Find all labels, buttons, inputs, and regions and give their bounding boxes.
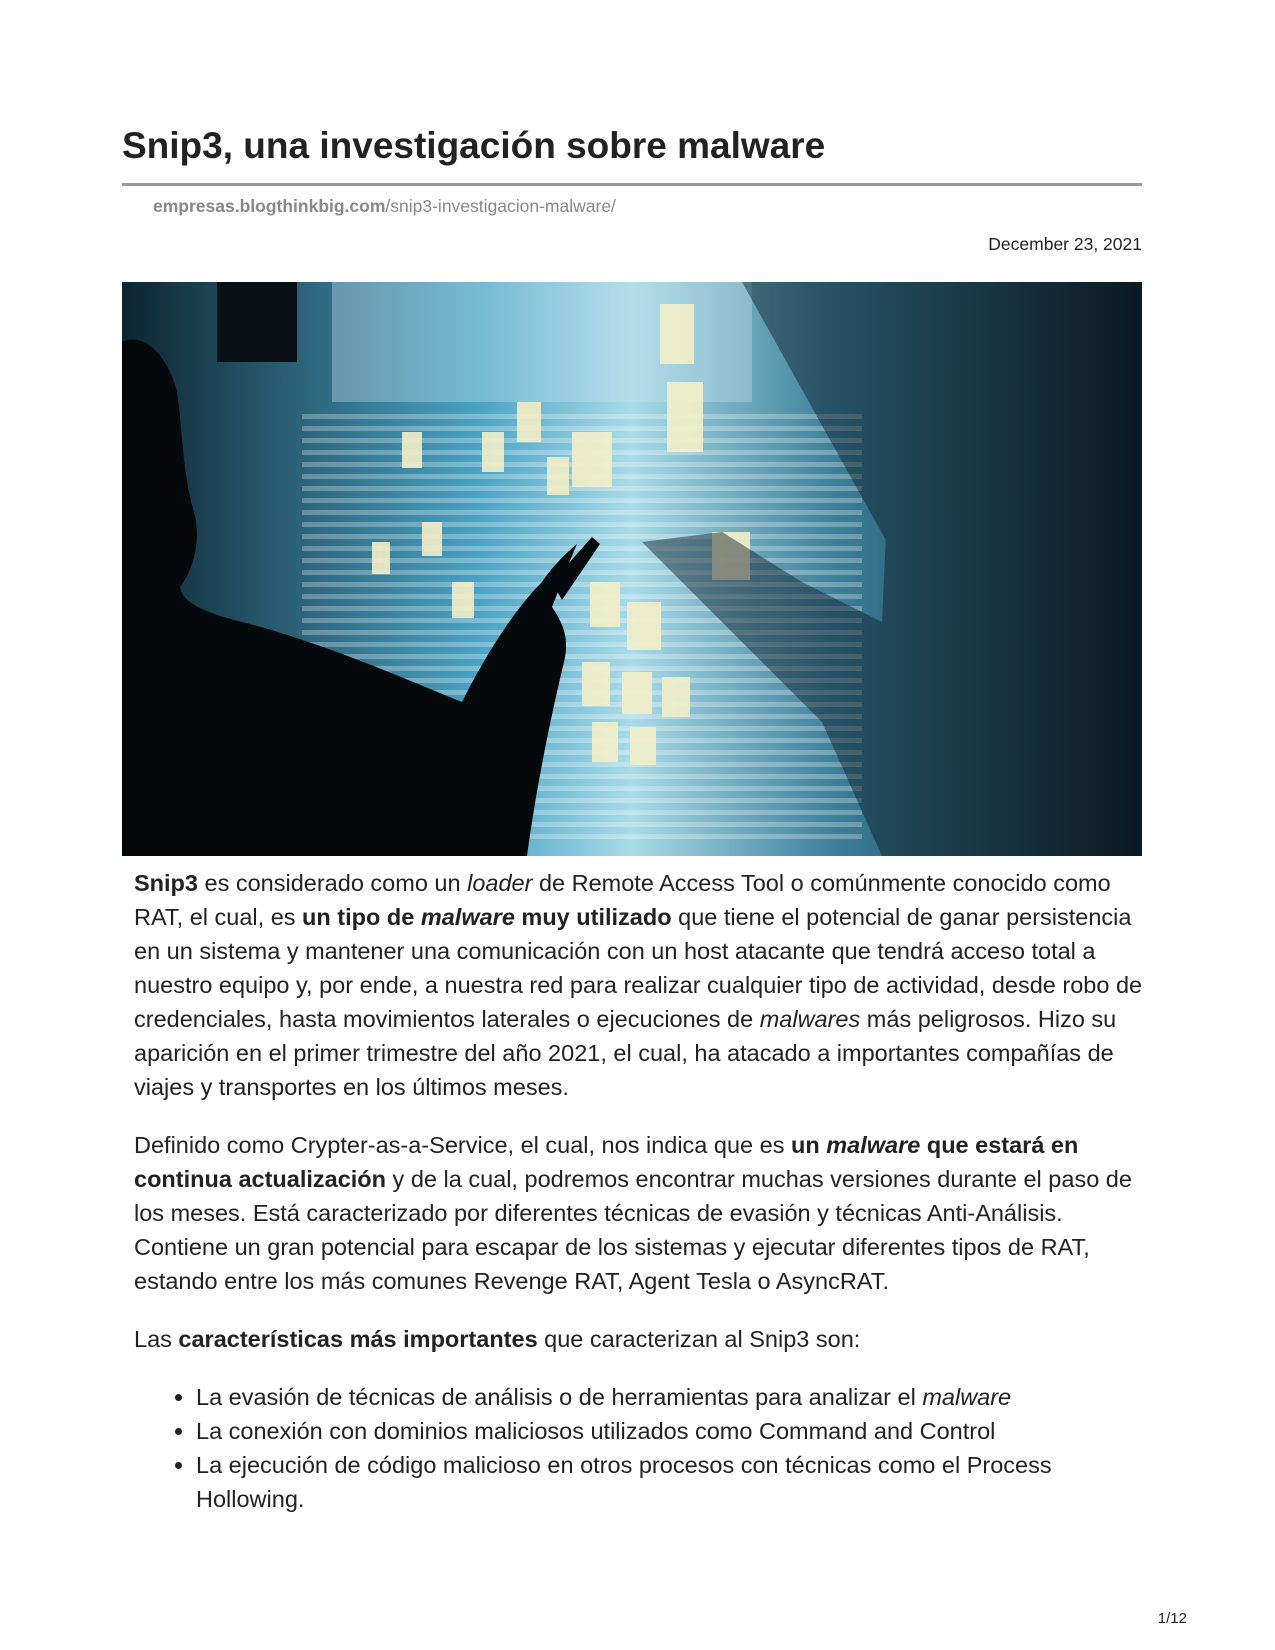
bold-snip3: Snip3: [134, 870, 198, 896]
text-span: que estará en continua actualización: [134, 1132, 1079, 1192]
text-span: La evasión de técnicas de análisis o de herramientas para analizar el: [196, 1384, 923, 1410]
publish-date: December 23, 2021: [988, 234, 1142, 254]
paragraph-3: [134, 1322, 1144, 1356]
source-path: /snip3-investigacion-malware/: [385, 196, 616, 216]
text-span: más peligrosos. Hizo su aparición en el primer trimestre del año 2021, el cual, ha atacado a importantes compañías de viajes y transportes en los últimos meses.: [134, 1006, 1117, 1100]
paragraph-1: [134, 866, 1144, 1104]
text-span: y de la cual, podremos encontrar muchas versiones durante el paso de los meses. Está caracterizado por diferentes técnicas de evasión y técnicas Anti-Análisis. Contiene un gran potencial para escapar de los sistemas y ejecutar diferentes tipos de RAT, estando entre los más comunes Revenge RAT, Agent Tesla o AsyncRAT.: [134, 1166, 1132, 1294]
source-url[interactable]: [153, 196, 616, 217]
bold-phrase: [302, 904, 672, 930]
italic-malware: malware: [922, 1384, 1012, 1410]
features-list: [134, 1380, 1144, 1516]
source-domain: empresas.blogthinkbig.com: [153, 196, 386, 216]
hero-image: [122, 282, 1142, 856]
article-body: [134, 866, 1144, 1516]
article-title: Snip3, una investigación sobre malware: [122, 125, 826, 166]
text-span: muy utilizado: [514, 904, 672, 930]
list-item: • La ejecución de código malicioso en otros procesos con técnicas como el Process Hollowing.: [196, 1448, 1144, 1516]
text-span: de Remote Access Tool o comúnmente conocido como RAT, el cual, es: [134, 870, 1111, 930]
italic-loader: loader: [467, 870, 533, 896]
italic-malware: malware: [826, 1132, 921, 1158]
text-span: que caracterizan al Snip3 son:: [537, 1326, 861, 1352]
list-item: • La conexión con dominios maliciosos utilizados como Command and Control: [196, 1414, 1144, 1448]
paragraph-2: [134, 1128, 1144, 1298]
text-span: Las: [134, 1326, 179, 1352]
italic-malware: malware: [420, 904, 515, 930]
text-span: Definido como Crypter-as-a-Service, el cual, nos indica que es: [134, 1132, 791, 1158]
page-number: 1/12: [1157, 1610, 1187, 1627]
bold-phrase: características más importantes: [178, 1326, 538, 1352]
text-span: que tiene el potencial de ganar persistencia en un sistema y mantener una comunicación con un host atacante que tendrá acceso total a nuestro equipo y, por ende, a nuestra red para realizar cualquier tipo de actividad, desde robo de credenciales, hasta movimientos laterales o ejecuciones de: [134, 904, 1143, 1032]
list-item: [196, 1380, 1144, 1414]
photo-illustration: [122, 282, 1142, 856]
title-divider: [122, 183, 1142, 186]
text-span: un: [791, 1132, 827, 1158]
text-span: un tipo de: [302, 904, 421, 930]
italic-malwares: malwares: [759, 1006, 861, 1032]
text-span: es considerado como un: [197, 870, 468, 896]
